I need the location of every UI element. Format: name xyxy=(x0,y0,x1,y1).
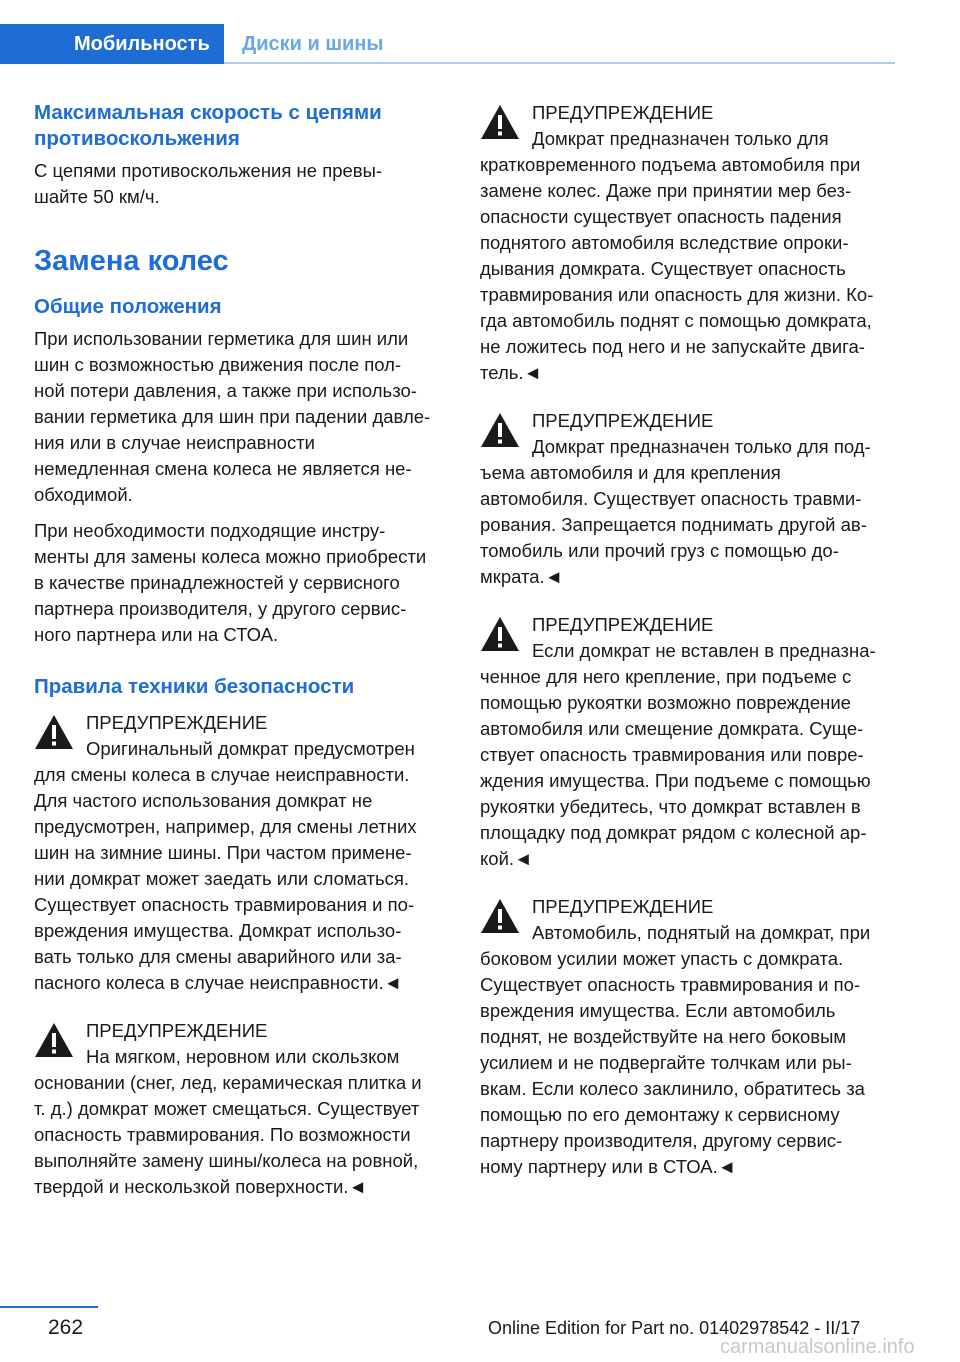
text-line: рукоятки убедитесь, что домкрат вставлен в xyxy=(480,796,861,817)
general-paragraph-2 xyxy=(34,518,446,648)
text-line: ствует опасность травмирования или повре- xyxy=(480,744,864,765)
text-line: мкрата.◄ xyxy=(480,566,563,587)
text-line: Существует опасность травмирования и по- xyxy=(480,974,861,995)
text-line: томобиль или прочий груз с помощью до- xyxy=(480,540,839,561)
text-line: дывания домкрата. Существует опасность xyxy=(480,258,846,279)
warning-first-line: Домкрат предназначен только для xyxy=(532,128,829,149)
text-line: рования. Запрещается поднимать другой ав- xyxy=(480,514,867,535)
warning-label: ПРЕДУПРЕЖДЕНИЕ xyxy=(86,712,268,733)
text-line: боковом усилии может упасть с домкрата. xyxy=(480,948,844,969)
text-line: При необходимости подходящие инстру- xyxy=(34,520,386,541)
text-line: Для частого использования домкрат не xyxy=(34,790,373,811)
text-line: помощью рукоятки возможно повреждение xyxy=(480,692,851,713)
text-line: т. д.) домкрат может смещаться. Существует xyxy=(34,1098,420,1119)
text-line: автомобиля или смещение домкрата. Суще- xyxy=(480,718,864,739)
wheel-change-heading: Замена колес xyxy=(34,245,229,277)
text-line: ъема автомобиля и для крепления xyxy=(480,462,781,483)
text-line: Существует опасность травмирования и по- xyxy=(34,894,415,915)
text-line: тель.◄ xyxy=(480,362,542,383)
warning-triangle-icon xyxy=(34,714,74,750)
warning-first-line: На мягком, неровном или скользком xyxy=(86,1046,400,1067)
chains-speed-text xyxy=(34,158,446,210)
warning-block xyxy=(480,894,896,1180)
text-line: вкам. Если колесо заклинило, обратитесь за xyxy=(480,1078,865,1099)
text-line: шин с возможностью движения после пол- xyxy=(34,354,402,375)
warning-block xyxy=(34,710,446,996)
text-line: опасности существует опасность падения xyxy=(480,206,842,227)
page-header xyxy=(0,0,960,64)
warning-triangle-icon xyxy=(480,616,520,652)
warning-block xyxy=(480,612,896,872)
warning-block xyxy=(480,100,896,386)
text-line: ному партнеру или в СТОА.◄ xyxy=(480,1156,737,1177)
warning-block xyxy=(34,1018,446,1200)
warning-triangle-icon xyxy=(480,412,520,448)
text-line: кой.◄ xyxy=(480,848,533,869)
text-line: в качестве принадлежностей у сервисного xyxy=(34,572,400,593)
text-line: основании (снег, лед, керамическая плитка и xyxy=(34,1072,422,1093)
text-line: вании герметика для шин при падении давле- xyxy=(34,406,431,427)
text-line: пасного колеса в случае неисправности.◄ xyxy=(34,972,402,993)
text-line: шайте 50 км/ч. xyxy=(34,186,160,207)
text-line: не ложитесь под него и не запускайте двига- xyxy=(480,336,865,357)
text-line: партнера производителя, у другого сервис- xyxy=(34,598,407,619)
warning-label: ПРЕДУПРЕЖДЕНИЕ xyxy=(532,614,714,635)
warning-first-line: Автомобиль, поднятый на домкрат, при xyxy=(532,922,871,943)
warning-triangle-icon xyxy=(34,1022,74,1058)
text-line: партнеру производителя, другому сервис- xyxy=(480,1130,843,1151)
text-line: ного партнера или на СТОА. xyxy=(34,624,279,645)
general-heading: Общие положения xyxy=(34,295,222,318)
page-number: 262 xyxy=(48,1316,84,1339)
section-tab-wheels-tires: Диски и шины xyxy=(242,33,384,55)
text-line: обходимой. xyxy=(34,484,133,505)
left-column xyxy=(34,100,446,1200)
text-line: замене колес. Даже при принятии мер без- xyxy=(480,180,852,201)
text-line: для смены колеса в случае неисправности. xyxy=(34,764,410,785)
text-line: немедленная смена колеса не является не- xyxy=(34,458,412,479)
text-line: поднят, не воздействуйте на него боковым xyxy=(480,1026,847,1047)
section-tab-mobility: Мобильность xyxy=(0,24,224,64)
footer-divider xyxy=(0,1306,98,1308)
text-line: ченное для него крепление, при подъеме с xyxy=(480,666,852,687)
text-line: вреждения имущества. Домкрат использо- xyxy=(34,920,402,941)
text-line: поднятого автомобиля вследствие опроки- xyxy=(480,232,849,253)
warning-first-line: Домкрат предназначен только для под- xyxy=(532,436,871,457)
warning-label: ПРЕДУПРЕЖДЕНИЕ xyxy=(532,102,714,123)
text-line: нии домкрат может заедать или сломаться. xyxy=(34,868,410,889)
text-line: кратковременного подъема автомобиля при xyxy=(480,154,861,175)
text-line: С цепями противоскольжения не превы- xyxy=(34,160,383,181)
safety-heading: Правила техники безопасности xyxy=(34,675,355,698)
warning-first-line: Оригинальный домкрат предусмотрен xyxy=(86,738,415,759)
header-divider xyxy=(224,62,895,64)
warning-label: ПРЕДУПРЕЖДЕНИЕ xyxy=(532,896,714,917)
text-line: менты для замены колеса можно приобрести xyxy=(34,546,427,567)
text-line: При использовании герметика для шин или xyxy=(34,328,409,349)
text-line: шин на зимние шины. При частом примене- xyxy=(34,842,412,863)
warning-triangle-icon xyxy=(480,898,520,934)
text-line: ной потери давления, а также при использо- xyxy=(34,380,417,401)
general-paragraph-1 xyxy=(34,326,446,508)
text-line: опасность травмирования. По возможности xyxy=(34,1124,411,1145)
text-line: травмирования или опасность для жизни. Ко- xyxy=(480,284,874,305)
text-line: вать только для смены аварийного или за- xyxy=(34,946,402,967)
text-line: ния или в случае неисправности xyxy=(34,432,316,453)
right-column xyxy=(480,100,896,1180)
warning-label: ПРЕДУПРЕЖДЕНИЕ xyxy=(532,410,714,431)
warning-triangle-icon xyxy=(480,104,520,140)
text-line: гда автомобиль поднят с помощью домкрата, xyxy=(480,310,872,331)
text-line: твердой и нескользкой поверхности.◄ xyxy=(34,1176,367,1197)
text-line: ждения имущества. При подъеме с помощью xyxy=(480,770,871,791)
text-line: вреждения имущества. Если автомобиль xyxy=(480,1000,836,1021)
warning-label: ПРЕДУПРЕЖДЕНИЕ xyxy=(86,1020,268,1041)
edition-info: Online Edition for Part no. 01402978542 - II/17 xyxy=(488,1318,861,1338)
text-line: предусмотрен, например, для смены летних xyxy=(34,816,417,837)
text-line: усилием и не подвергайте толчкам или ры- xyxy=(480,1052,852,1073)
text-line: площадку под домкрат рядом с колесной ар- xyxy=(480,822,867,843)
watermark: carmanualsonline.info xyxy=(720,1336,915,1358)
warning-first-line: Если домкрат не вставлен в предназна- xyxy=(532,640,876,661)
warning-block xyxy=(480,408,896,590)
text-line: автомобиля. Существует опасность травми- xyxy=(480,488,862,509)
text-line: выполняйте замену шины/колеса на ровной, xyxy=(34,1150,419,1171)
text-line: помощью по его демонтажу к сервисному xyxy=(480,1104,840,1125)
chains-speed-heading: Максимальная скорость с цепями противоскольжения xyxy=(34,101,382,150)
